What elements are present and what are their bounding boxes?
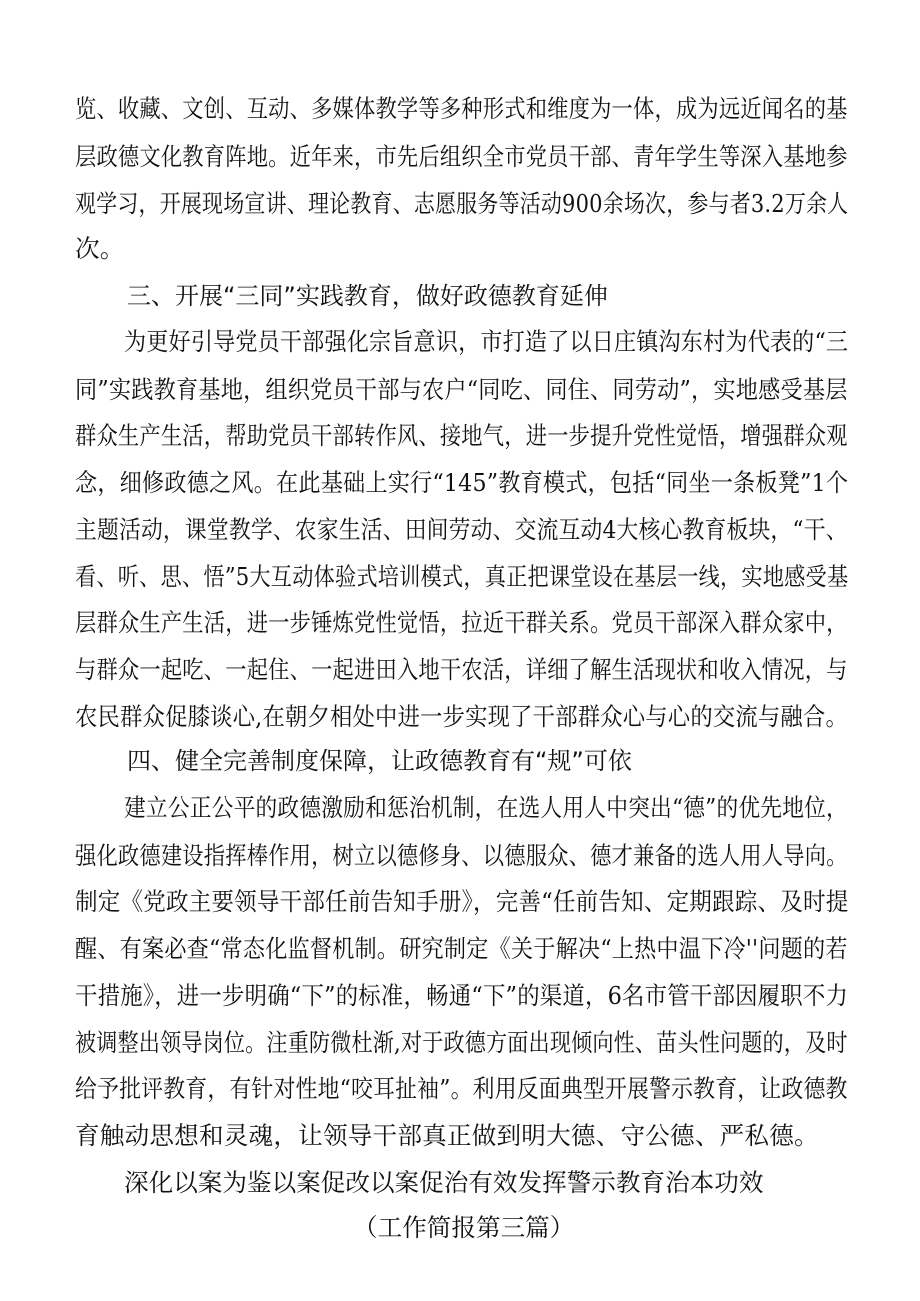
paragraph-2-line-7: 层群众生产生活，进一步锤炼党性觉悟，拉近干群关系。党员干部深入群众家中， (75, 608, 848, 637)
paragraph-3-line-5: 干措施》，进一步明确“下”的标准，畅通“下”的渠道，6名市管干部因履职不力 (75, 981, 849, 1010)
section-heading-4: 四、健全完善制度保障，让政德教育有“规”可依 (127, 747, 632, 775)
paragraph-3-line-2: 强化政德建设指挥棒作用，树立以德修身、以德服众、德才兼备的选人用人导向。 (75, 841, 848, 870)
paragraph-3-line-6: 被调整出领导岗位。注重防微杜渐,对于政德方面出现倾向性、苗头性问题的，及时 (75, 1028, 848, 1057)
paragraph-3-line-8: 育触动思想和灵魂，让领导干部真正做到明大德、守公德、严私德。 (75, 1121, 819, 1150)
paragraph-1-line-1: 览、收藏、文创、互动、多媒体教学等多种形式和维度为一体，成为远近闻名的基 (75, 94, 848, 123)
paragraph-2-line-3: 群众生产生活，帮助党员干部转作风、接地气，进一步提升党性觉悟，增强群众观 (75, 421, 848, 450)
section-heading-3: 三、开展“三同”实践教育，做好政德教育延伸 (127, 282, 608, 310)
paragraph-3-line-1: 建立公正公平的政德激励和惩治机制，在选人用人中突出“德”的优先地位， (124, 793, 848, 822)
paragraph-3-line-4: 醒、有案必查“常态化监督机制。研究制定《关于解决“上热中温下冷''问题的若 (75, 934, 848, 963)
paragraph-3-line-7: 给予批评教育，有针对性地“咬耳扯袖”。利用反面典型开展警示教育，让政德教 (75, 1074, 848, 1103)
paragraph-2-line-9: 农民群众促膝谈心,在朝夕相处中进一步实现了干部群众心与心的交流与融合。 (75, 702, 848, 731)
next-article-subtitle: （工作简报第三篇） (353, 1213, 575, 1242)
next-article-title: 深化以案为鉴以案促改以案促治有效发挥警示教育治本功效 (124, 1168, 764, 1197)
paragraph-3-line-3: 制定《党政主要领导干部任前告知手册》，完善“任前告知、定期跟踪、及时提 (75, 887, 849, 916)
paragraph-1-line-3: 观学习，开展现场宣讲、理论教育、志愿服务等活动900余场次，参与者3.2万余人 (75, 189, 849, 218)
paragraph-1-line-2: 层政德文化教育阵地。近年来，市先后组织全市党员干部、青年学生等深入基地参 (75, 142, 848, 171)
paragraph-1-line-4: 次。 (75, 234, 125, 263)
paragraph-2-line-4: 念，细修政德之风。在此基础上实行“145”教育模式，包括“同坐一条板凳”1个 (75, 468, 849, 497)
paragraph-2-line-2: 同”实践教育基地，组织党员干部与农户“同吃、同住、同劳动”，实地感受基层 (75, 375, 848, 404)
paragraph-2-line-5: 主题活动，课堂教学、农家生活、田间劳动、交流互动4大核心教育板块，“干、 (75, 515, 848, 544)
paragraph-2-line-6: 看、听、思、悟”5大互动体验式培训模式，真正把课堂设在基层一线，实地感受基 (75, 562, 849, 591)
paragraph-2-line-8: 与群众一起吃、一起住、一起进田入地干农活，详细了解生活现状和收入情况，与 (75, 655, 848, 684)
paragraph-2-line-1: 为更好引导党员干部强化宗旨意识，市打造了以日庄镇沟东村为代表的“三 (124, 327, 849, 356)
